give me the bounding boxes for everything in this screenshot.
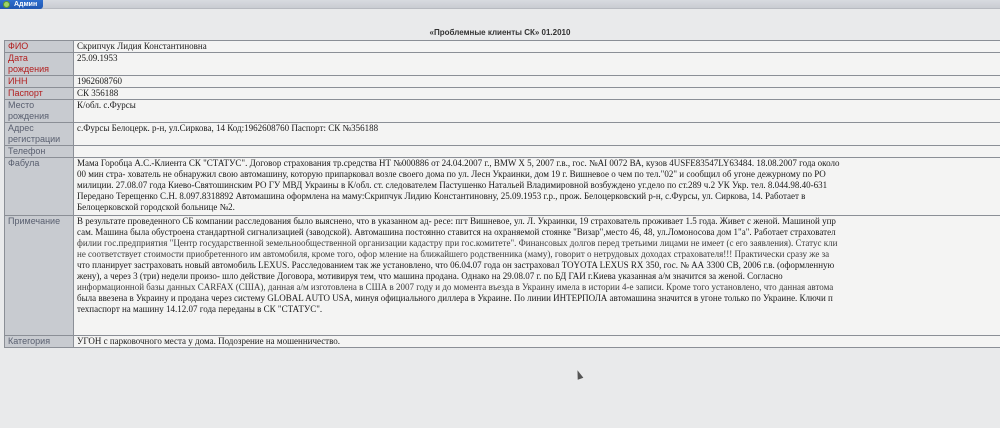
row-note (5, 216, 1000, 336)
admin-icon (3, 1, 10, 8)
value-category: УГОН с парковочного места у дома. Подозрение на мошенничество. (74, 336, 1000, 348)
label-reg-address: Адрес регистрации (5, 123, 74, 146)
story-line: милиции. 27.08.07 года Киево-Святошинским РО ГУ МВД Украины в К/обл. ст. следователем Пастушенко Натальей Владимировной возбуждено уг.дело по ст.289 ч.2 УК Укр. тел. 8.044.98.40-631 (77, 180, 828, 190)
note-line: не соответствует стоимости приобретенного им автомобиля, кроме того, офор мление на ближайшего родственника (маму), говорит о нетрудовых доходах страхователя!!! Практически сразу же за (77, 249, 830, 259)
label-category: Категория (5, 336, 74, 348)
page-title: «Проблемные клиенты СК» 01.2010 (429, 28, 571, 37)
value-passport: СК 356188 (74, 88, 1000, 100)
value-reg-address: с.Фурсы Белоцерк. р-н, ул.Сиркова, 14 Код:1962608760 Паспорт: СК №356188 (74, 123, 1000, 146)
row-inn (5, 76, 1000, 88)
client-card-table (4, 40, 1000, 348)
story-line: Белоцерковской городской больнице №2. (77, 202, 235, 212)
label-passport: Паспорт (5, 88, 74, 100)
row-reg-address (5, 123, 1000, 146)
note-line: что планирует застраховать новый автомобиль LEXUS. Расследованием так же установлено, что 06.04.07 года он застраховал TOYOTA LEXUS RX 350, гос. № АА 3300 СВ, 2006 г.в. (оформленную (77, 260, 835, 270)
value-birth: 25.09.1953 (74, 53, 1000, 76)
story-line: Мама Горобца А.С.-Клиента СК "СТАТУС". Договор страхования тр.средства НТ №000886 от 24.04.2007 г., BMW X 5, 2007 г.в., гос. №АІ 0072 ВА, кузов 4USFE83547LY63484. 18.08.2007 года около (77, 158, 840, 168)
row-category (5, 336, 1000, 348)
label-birthplace: Место рождения (5, 100, 74, 123)
label-phone: Телефон (5, 146, 74, 158)
admin-tab[interactable] (0, 0, 43, 9)
note-line: жену), а через 3 (три) недели произо- шло действие Договора, мотивируя тем, что машина продана. Однако на 29.08.07 г. по БД ГАИ г.Киева указанная а/м значится за женой. Согласно (77, 271, 783, 281)
row-passport (5, 88, 1000, 100)
row-phone (5, 146, 1000, 158)
label-story: Фабула (5, 158, 74, 216)
note-line: В результате проведенного СБ компании расследования было выяснено, что в указанном ад- ресе: пгт Вишневое, ул. Л. Украинки, 19 страхователь проживает 1.5 года. Живет с женой. Машиной упр (77, 216, 836, 226)
note-line: техпаспорт на машину 14.12.07 года переданы в СК "СТАТУС". (77, 304, 323, 314)
value-phone (74, 146, 1000, 158)
label-inn: ИНН (5, 76, 74, 88)
top-toolbar (0, 0, 1000, 9)
row-birth (5, 53, 1000, 76)
row-fio (5, 41, 1000, 53)
label-fio: ФИО (5, 41, 74, 53)
mouse-cursor-icon (575, 369, 584, 380)
note-line: филии гос.предприятия "Центр государственной земельнообщественной организации кадастру при гос.комитете". Финансовых долгов перед третьими лицами не имеет (с его заявления). Статус кли (77, 238, 838, 248)
row-birthplace (5, 100, 1000, 123)
label-note: Примечание (5, 216, 74, 336)
label-birth: Дата рождения (5, 53, 74, 76)
value-birthplace: К/обл. с.Фурсы (74, 100, 1000, 123)
admin-label: Админ (14, 1, 38, 8)
note-line: была ввезена в Украину и продана через систему GLOBAL AUTO USA, минуя официального диллера в Украине. По линии ИНТЕРПОЛА автомашина значится в угоне только по Украине. Ключи п (77, 293, 833, 303)
row-story (5, 158, 1000, 216)
value-story (74, 158, 1000, 216)
note-line: сам. Машина была обустроена стандартной сигнализацией (заводской). Автомашина постоянно ставится на охраняемой стоянке "Визар",место 46, 48, ул.Ломоносова дом 1"а". Работает страховател (77, 227, 836, 237)
story-line: 00 мин стра- хователь не обнаружил свою автомашину, которую припарковал возле своего дома по ул. Лесн Украинки, дом 19 г. Вишневое о чем по тел."02" и сообщил об угоне дежурному по РО (77, 169, 826, 179)
story-line: Передано Терещенко С.Н. 8.097.8318892 Автомашина оформлена на маму:Скрипчук Лидию Константиновну, 25.09.1953 г.р., прож. Белоцерковский р-н, с.Фурсы, ул. Сиркова, 14. Работает в (77, 191, 806, 201)
note-line: информационной базы данных CARFAX (США), данная а/м изготовлена в США в 2007 году и до момента въезда в Украину имела в истории 4-е записи. Кроме того установлено, что данная автома (77, 282, 834, 292)
value-inn: 1962608760 (74, 76, 1000, 88)
value-fio: Скрипчук Лидия Константиновна (74, 41, 1000, 53)
value-note (74, 216, 1000, 336)
